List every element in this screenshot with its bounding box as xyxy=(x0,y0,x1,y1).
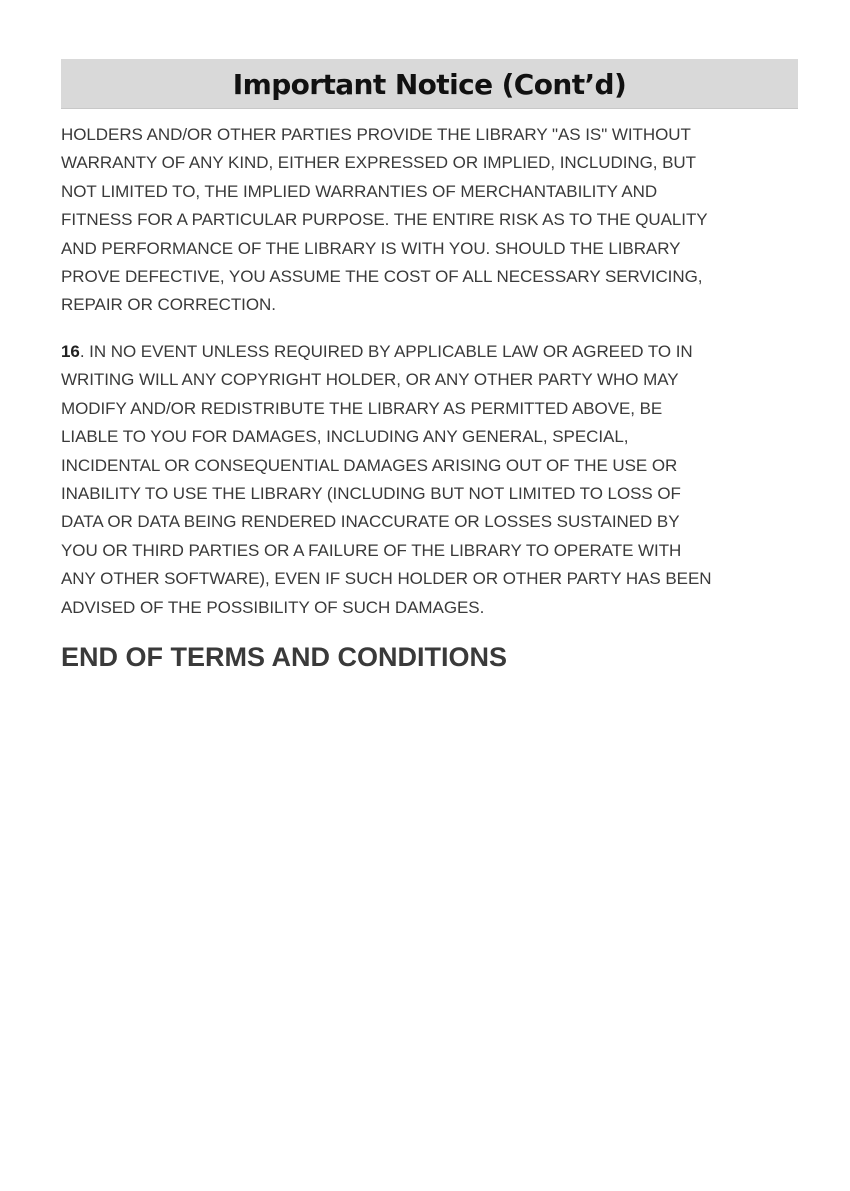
paragraph-line xyxy=(61,338,797,366)
paragraph-line: WARRANTY OF ANY KIND, EITHER EXPRESSED OR IMPLIED, INCLUDING, BUT xyxy=(61,153,696,173)
paragraph-line: NOT LIMITED TO, THE IMPLIED WARRANTIES OF MERCHANTABILITY AND xyxy=(61,181,658,201)
paragraph-line: YOU OR THIRD PARTIES OR A FAILURE OF THE LIBRARY TO OPERATE WITH xyxy=(61,540,682,560)
paragraph-line: INCIDENTAL OR CONSEQUENTIAL DAMAGES ARISING OUT OF THE USE OR xyxy=(61,455,678,475)
clause-16-paragraph xyxy=(61,338,797,622)
paragraph-line: FITNESS FOR A PARTICULAR PURPOSE. THE ENTIRE RISK AS TO THE QUALITY xyxy=(61,210,708,230)
paragraph-line: AND PERFORMANCE OF THE LIBRARY IS WITH YOU. SHOULD THE LIBRARY xyxy=(61,238,681,258)
clause-first-line: . IN NO EVENT UNLESS REQUIRED BY APPLICABLE LAW OR AGREED TO IN xyxy=(79,342,693,361)
paragraph-line: HOLDERS AND/OR OTHER PARTIES PROVIDE THE LIBRARY "AS IS" WITHOUT xyxy=(61,125,691,144)
page-title: Important Notice (Cont’d) xyxy=(232,67,627,101)
warranty-paragraph xyxy=(61,121,797,320)
paragraph-line: REPAIR OR CORRECTION. xyxy=(61,295,276,315)
paragraph-line: ADVISED OF THE POSSIBILITY OF SUCH DAMAGES. xyxy=(61,597,485,617)
paragraph-line: INABILITY TO USE THE LIBRARY (INCLUDING BUT NOT LIMITED TO LOSS OF xyxy=(61,484,681,504)
clause-number: 16 xyxy=(61,342,80,361)
paragraph-line: WRITING WILL ANY COPYRIGHT HOLDER, OR ANY OTHER PARTY WHO MAY xyxy=(61,370,679,390)
header-bar xyxy=(61,59,798,109)
paragraph-line: LIABLE TO YOU FOR DAMAGES, INCLUDING ANY GENERAL, SPECIAL, xyxy=(61,427,629,447)
paragraph-line: ANY OTHER SOFTWARE), EVEN IF SUCH HOLDER OR OTHER PARTY HAS BEEN xyxy=(61,569,712,589)
paragraph-line: MODIFY AND/OR REDISTRIBUTE THE LIBRARY AS PERMITTED ABOVE, BE xyxy=(61,398,663,418)
end-of-terms-heading: END OF TERMS AND CONDITIONS xyxy=(61,642,508,672)
paragraph-line: PROVE DEFECTIVE, YOU ASSUME THE COST OF ALL NECESSARY SERVICING, xyxy=(61,267,703,287)
paragraph-line: DATA OR DATA BEING RENDERED INACCURATE OR LOSSES SUSTAINED BY xyxy=(61,512,680,532)
